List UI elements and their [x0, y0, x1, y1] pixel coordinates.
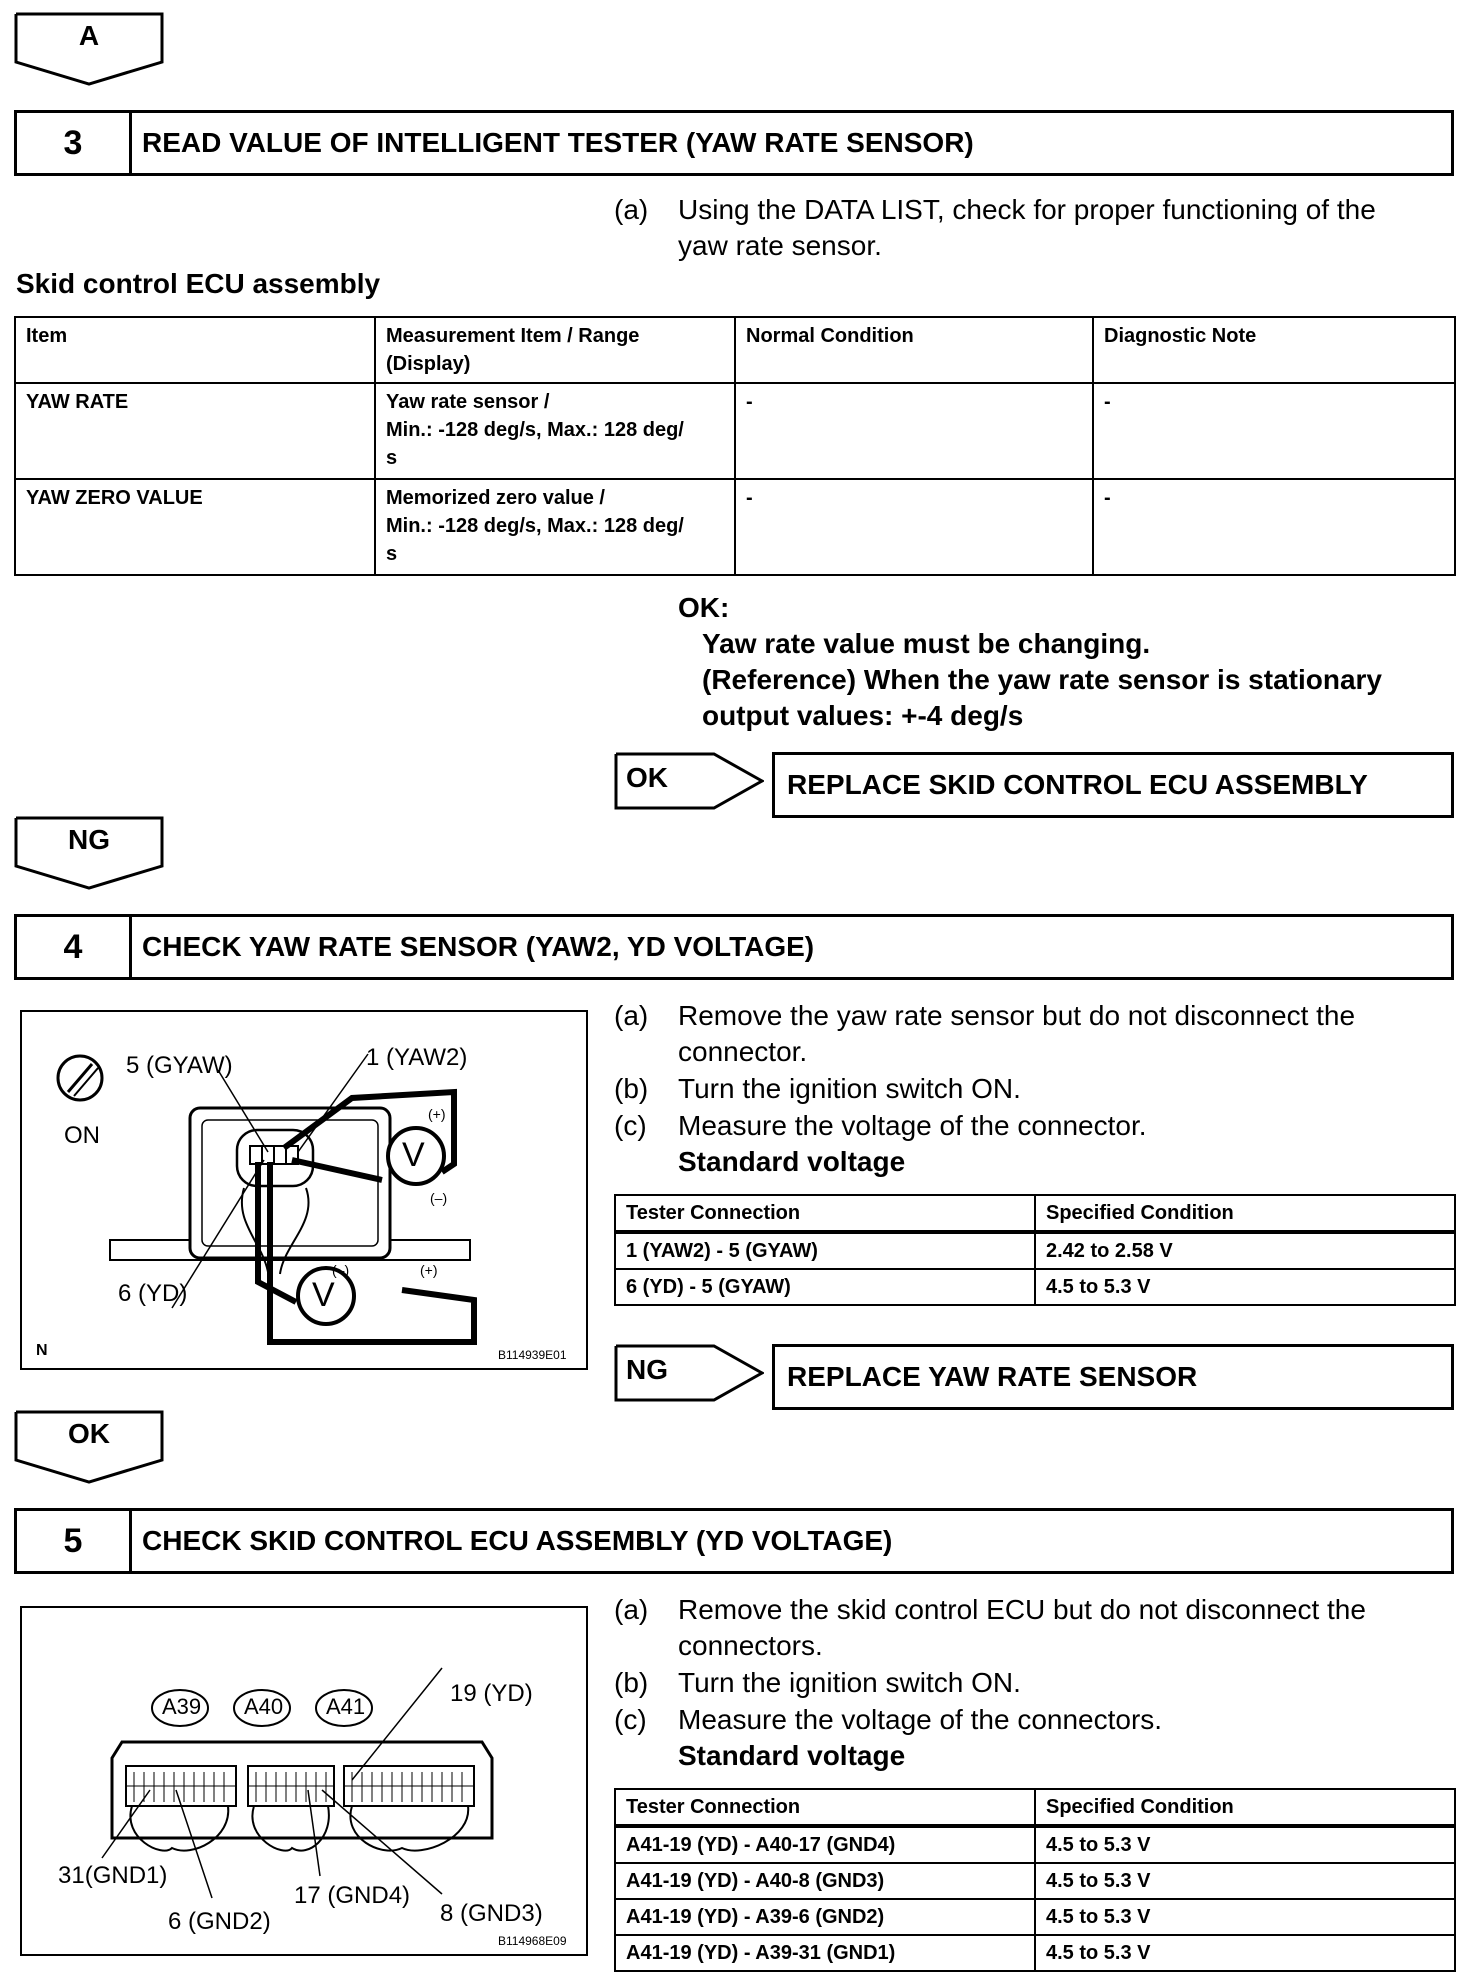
- conn-cell: A41-19 (YD) - A39-6 (GND2): [615, 1899, 1035, 1935]
- cell-line: Min.: -128 deg/s, Max.: 128 deg/: [386, 515, 684, 537]
- cell-line: s: [386, 543, 398, 565]
- table-row: [15, 479, 1455, 575]
- cond-cell: 4.5 to 5.3 V: [1035, 1935, 1455, 1971]
- instruction-text: connector.: [678, 1036, 808, 1067]
- label-gnd3: 8 (GND3): [440, 1900, 543, 1927]
- step-5-instructions: [614, 1592, 1454, 1776]
- data-list-table: [14, 316, 1456, 576]
- step-title: CHECK YAW RATE SENSOR (YAW2, YD VOLTAGE): [142, 931, 815, 962]
- label-yd: 6 (YD): [118, 1280, 188, 1307]
- connector-a39-label: A39: [162, 1694, 202, 1719]
- instruction-text: Measure the voltage of the connectors.: [678, 1704, 1163, 1735]
- table-header-row: [615, 1195, 1455, 1232]
- figure-code: B114968E09: [498, 1934, 567, 1948]
- conn-cell: 1 (YAW2) - 5 (GYAW): [615, 1232, 1035, 1269]
- table-row: [615, 1863, 1455, 1899]
- connector-a40-label: A40: [244, 1694, 284, 1719]
- instruction-text-line1: Using the DATA LIST, check for proper functioning of the: [678, 194, 1376, 225]
- cond-cell: 4.5 to 5.3 V: [1035, 1269, 1455, 1305]
- result-label: OK: [626, 762, 668, 793]
- step-4-spec-table: [614, 1194, 1456, 1306]
- normal-cell: -: [735, 383, 1093, 479]
- label-yd: 19 (YD): [450, 1680, 533, 1707]
- step-number: 4: [17, 917, 132, 977]
- yaw-sensor-diagram: [22, 1012, 586, 1368]
- cell-line: s: [386, 447, 398, 469]
- table-row: [15, 383, 1455, 479]
- plus-label: (+): [428, 1106, 446, 1122]
- figure-n: N: [36, 1342, 48, 1359]
- instruction-text: Remove the skid control ECU but do not disconnect the: [678, 1594, 1366, 1625]
- voltmeter-icon: V: [402, 1136, 425, 1174]
- marker-ng: [14, 816, 164, 892]
- ok-line: output values: +-4 deg/s: [702, 700, 1024, 731]
- table-row: [615, 1899, 1455, 1935]
- voltmeter-icon: V: [312, 1276, 335, 1314]
- step-5-spec-table: [614, 1788, 1456, 1972]
- label-on: ON: [64, 1122, 100, 1149]
- table-title: Skid control ECU assembly: [16, 268, 381, 299]
- ok-criteria: [678, 590, 1458, 734]
- header-cell: Item: [15, 317, 375, 383]
- instruction-label: (a): [614, 1594, 649, 1625]
- marker-label: A: [78, 20, 100, 51]
- marker-label: NG: [68, 824, 110, 855]
- marker-a: [14, 12, 164, 88]
- conn-cell: A41-19 (YD) - A39-31 (GND1): [615, 1935, 1035, 1971]
- cond-cell: 4.5 to 5.3 V: [1035, 1899, 1455, 1935]
- table-header-row: [615, 1789, 1455, 1826]
- standard-label: Standard voltage: [678, 1740, 906, 1771]
- instruction-label: (b): [614, 1667, 649, 1698]
- marker-label: OK: [68, 1418, 110, 1449]
- result-arrow: [614, 752, 764, 810]
- cond-cell: 4.5 to 5.3 V: [1035, 1863, 1455, 1899]
- step-4-ng-result: [614, 1344, 1454, 1410]
- header-line: Measurement Item / Range: [386, 325, 640, 347]
- step-title: CHECK SKID CONTROL ECU ASSEMBLY (YD VOLTAGE): [142, 1525, 893, 1556]
- ok-line: Yaw rate value must be changing.: [702, 628, 1151, 659]
- header-line: (Display): [386, 353, 471, 375]
- step-5-header: [14, 1508, 1454, 1574]
- instruction-text: Measure the voltage of the connector.: [678, 1110, 1147, 1141]
- label-gnd1: 31(GND1): [58, 1862, 168, 1889]
- figure-code: B114939E01: [498, 1348, 567, 1362]
- measurement-cell: [375, 383, 735, 479]
- step-4-header: [14, 914, 1454, 980]
- minus-label: (–): [332, 1262, 350, 1278]
- skid-ecu-figure: [20, 1606, 588, 1956]
- cond-cell: 2.42 to 2.58 V: [1035, 1232, 1455, 1269]
- header-cell: Diagnostic Note: [1093, 317, 1455, 383]
- note-cell: -: [1093, 383, 1455, 479]
- table-row: [615, 1826, 1455, 1863]
- step-3-ok-result: [614, 752, 1454, 818]
- standard-label: Standard voltage: [678, 1146, 906, 1177]
- cell-line: Min.: -128 deg/s, Max.: 128 deg/: [386, 419, 684, 441]
- label-gnd4: 17 (GND4): [294, 1882, 411, 1909]
- header-cell: Normal Condition: [735, 317, 1093, 383]
- table-row: [615, 1935, 1455, 1971]
- ok-title: OK:: [678, 592, 730, 623]
- step-3-instruction: [614, 192, 1454, 264]
- result-arrow: [614, 1344, 764, 1402]
- table-row: [615, 1232, 1455, 1269]
- instruction-text: Remove the yaw rate sensor but do not disconnect the: [678, 1000, 1356, 1031]
- instruction-label: (c): [614, 1110, 647, 1141]
- label-yaw2: 1 (YAW2): [366, 1044, 468, 1071]
- instruction-label: (a): [614, 1000, 649, 1031]
- marker-ok: [14, 1410, 164, 1486]
- cond-cell: 4.5 to 5.3 V: [1035, 1826, 1455, 1863]
- instruction-text-line2: yaw rate sensor.: [678, 230, 882, 261]
- ok-line: (Reference) When the yaw rate sensor is stationary: [702, 664, 1382, 695]
- conn-cell: 6 (YD) - 5 (GYAW): [615, 1269, 1035, 1305]
- result-label: NG: [626, 1354, 668, 1385]
- instruction-text: Turn the ignition switch ON.: [678, 1073, 1021, 1104]
- step-title: READ VALUE OF INTELLIGENT TESTER (YAW RATE SENSOR): [142, 127, 974, 158]
- normal-cell: -: [735, 479, 1093, 575]
- conn-cell: A41-19 (YD) - A40-8 (GND3): [615, 1863, 1035, 1899]
- header-cell: Specified Condition: [1035, 1789, 1455, 1826]
- connector-a41-label: A41: [326, 1694, 366, 1719]
- label-gyaw: 5 (GYAW): [126, 1052, 233, 1079]
- minus-label: (–): [430, 1190, 448, 1206]
- instruction-label: (b): [614, 1073, 649, 1104]
- item-cell: YAW ZERO VALUE: [15, 479, 375, 575]
- header-cell: Specified Condition: [1035, 1195, 1455, 1232]
- step-4-instructions: [614, 998, 1454, 1182]
- result-box: REPLACE SKID CONTROL ECU ASSEMBLY: [772, 752, 1454, 818]
- label-gnd2: 6 (GND2): [168, 1908, 271, 1935]
- note-cell: -: [1093, 479, 1455, 575]
- measurement-cell: [375, 479, 735, 575]
- instruction-text: connectors.: [678, 1630, 823, 1661]
- header-cell: [375, 317, 735, 383]
- step-number: 5: [17, 1511, 132, 1571]
- header-cell: Tester Connection: [615, 1789, 1035, 1826]
- table-row: [615, 1269, 1455, 1305]
- result-box: REPLACE YAW RATE SENSOR: [772, 1344, 1454, 1410]
- yaw-rate-sensor-figure: [20, 1010, 588, 1370]
- cell-line: Memorized zero value /: [386, 487, 605, 509]
- header-cell: Tester Connection: [615, 1195, 1035, 1232]
- table-header-row: [15, 317, 1455, 383]
- instruction-label: (a): [614, 194, 649, 225]
- conn-cell: A41-19 (YD) - A40-17 (GND4): [615, 1826, 1035, 1863]
- step-3-header: [14, 110, 1454, 176]
- step-number: 3: [17, 113, 132, 173]
- plus-label: (+): [420, 1262, 438, 1278]
- instruction-label: (c): [614, 1704, 647, 1735]
- instruction-text: Turn the ignition switch ON.: [678, 1667, 1021, 1698]
- item-cell: YAW RATE: [15, 383, 375, 479]
- cell-line: Yaw rate sensor /: [386, 391, 550, 413]
